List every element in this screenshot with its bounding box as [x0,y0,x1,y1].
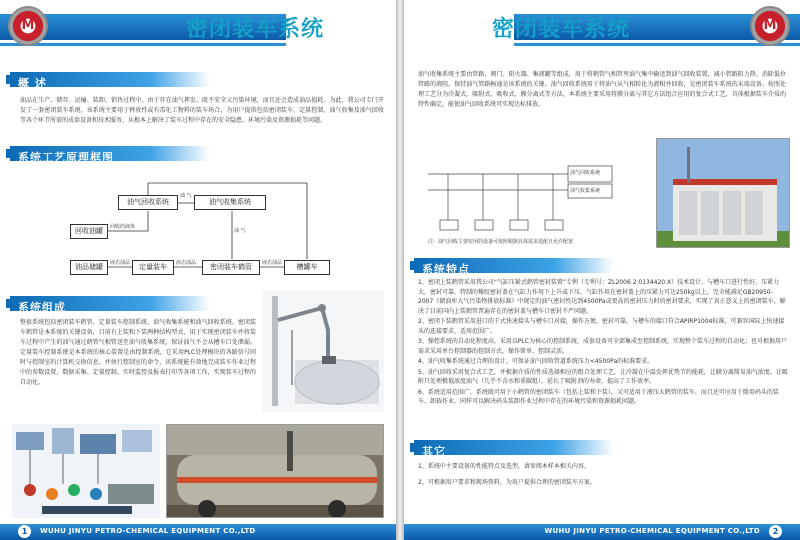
header-title: 密闭装车系统 [492,17,631,42]
header-title: 密闭装车系统 [186,17,325,42]
label-gas-1: 油 气 [180,193,192,199]
composition-text: 整套系统包括密闭装车鹤管、定量装车控制系统、油气收集系统和油气回收系统。密闭装车鹤管是本系统的关键设备，目前有上装和下装两种结构型式，用于实现密闭装车并将装车过程中产生的油气通过鹤管气相管送至油气收集系统，保证油气不会从槽车口处泄漏。定量装车控制系统是本系统的核心装置是由控制系统，它采用PLC处理模块的各路信号同时与控制室的计算机交换信息，并执行控制室的命令，该系统能有效地完成装车作业过程中的参数设置、数据采集、定量控制、实时监控及报表打印等各项工作，实现装车过程的自动化。 [20,319,256,386]
other-list [418,462,788,488]
schematic-lines [418,160,650,250]
box-tanker: 槽罐车 [284,260,330,275]
feature-item: 2、密闭下装鹤管采用进口的干式快速接头与槽车口对接，操作方便，密封可靠。与槽车的接口符合APIRP1004标准，可兼容国际上快速接头的连接要求，适用范围广。 [418,318,785,335]
overview-text: 油品在生产、储存、运输、装卸、销售过程中，由于存在油气挥发，既不安全又污染环境，而且还会造成油品损耗。为此，我公司专门开发了一套密闭装车系统。该系统主要用于释放性或有毒化工物料的装车场合，为用户提供包括密闭装车、定量控制、油气收集及油气回收等各个环节所需的成套设备和技术服务，从根本上解决了装车过程中存在的安全隐患、环境污染及资源损耗等问题。 [20,97,384,124]
section-features-title: 系统特点 [422,263,470,276]
page-number-right: 2 [769,525,782,538]
label-liquid-oil-1: 液态油品 [110,260,131,266]
section-other-title: 其它 [422,445,446,458]
feature-item: 1、密闭上装鹤管采用我公司“气缸压紧式鹤管密封装置”专利（专利号：ZL2006 2 0134420.X）技术设计，与槽车口进行性好，压紧力大，密封可靠。特制的橡胶密封盖在气缸力作用下上升或下压，气缸作用在密封盖上的压紧力可达250kg以上，完全能满足GB20950-2007《储油库大气污染物排放标准》中规定的油气密封性达到4500Pa或更高的密封压力时的密封要求，实现了真正意义上的密闭装车。解决了目前国内上装鹤管普遍存在的密封盖与槽车口密封不严问题。 [418,279,786,315]
feature-item: 6、系统适用范围广，系统既可用于小鹤管的密闭装车（包括上装和下装），又可适用于液压大鹤管的装车，而且还可应用于船用码头的装车、卸载作业，同样可以解决码头装卸作业过程中存在的环境污染和资源损耗问题。 [418,388,779,405]
sketch-note: 注：油气回收主要密闭的设备可按照根据具体需求选配且允许配置 [428,239,574,245]
box-oil-recovery: 油气回收系统 [118,195,178,210]
sketch-label-top: 油气回收系统 [570,170,601,176]
loading-arm-illustration [262,290,384,412]
other-item: 1、系统中主要设备的性能特点及选型，请参阅本样本相关内容。 [418,463,590,470]
section-other [414,440,614,458]
footer-company-left: WUHU JINYU PETRO-CHEMICAL EQUIPMENT CO.,LTD [40,527,256,535]
label-recovered-liquid: 回收的液体 [110,224,136,230]
company-logo-icon [8,6,48,46]
other-item: 2、可根据用户要求和现场资料，为用户提供合理的密闭装车方案。 [418,478,596,486]
section-composition-title: 系统组成 [18,301,66,314]
process-diagram [62,163,342,285]
label-liquid-oil-3: 液态油品 [262,260,283,266]
recovery-unit-photo [656,138,790,248]
system-layout-drawing [12,424,160,518]
tanker-loading-photo [166,424,384,518]
box-oil-collect: 油气收集系统 [194,195,266,210]
company-logo-icon [750,6,790,46]
schematic-sketch [418,160,650,250]
section-overview [10,72,210,90]
recovery-unit-drawing [657,139,790,248]
feature-item: 4、油气收集系统通过合理的设计，可保证油气回收管道系统压力<4500Pa的标准要求。 [418,358,654,365]
right-page [404,0,800,540]
label-liquid-oil-2: 液态油品 [176,260,197,266]
loading-arm-drawing [262,290,384,412]
feature-item: 3、操控系统的自动化程度高，采用以PLC为核心的控制系统，成套设备可全部集成至控制系统，实现整个装车过程的自动化；也可根据用户需求采用单台控制器的控制方式，操作简单，控制灵活。 [418,338,787,355]
feature-item: 5、油气回收采用复合式工艺，并根据介质的性质选择相应的组合处理工艺，让冷凝在中温发挥优势节约能耗，让膜分离简易油气浓度。让吸附只处理极低浓度油气（几乎不含水和重碳组），延长了吸附剂的寿命，提高了工作效率。 [418,368,788,385]
left-header [0,0,396,62]
features-list [418,278,788,408]
section-composition [10,296,210,314]
box-loading-arm: 密闭装车鹤管 [202,260,260,275]
left-footer [0,524,396,540]
tanker-photo-drawing [167,425,384,518]
left-page [0,0,396,540]
section-features [414,258,614,276]
box-recovered-oil-tank: 回收油罐 [70,224,108,239]
footer-company-right: WUHU JINYU PETRO-CHEMICAL EQUIPMENT CO.,LTD [544,527,760,535]
section-process-title: 系统工艺原理框图 [18,151,114,164]
page-gutter [396,0,404,540]
right-header [404,0,800,62]
system-layout-illustration [12,424,160,518]
page-number-left: 1 [18,525,31,538]
right-footer [404,524,800,540]
sketch-label-mid: 油气收集系统 [570,188,601,194]
box-storage-tank: 油品储罐 [70,260,108,275]
intro-text: 油气收集系统主要由管路、阀门、阻火器、集液罐等组成，用于将鹤管气相管里油气集中输送到油气回收装置，减小管路阻力降，消除低位管路的液阻，保持油气管路畅通是该系统的关键。油气回收系统用于将油气从气相转化为液相并回收，是密闭装车系统的末端设备。按照处理工艺分为冷凝式、吸附式、吸收式、膜分离式等方法，本系统主要采用将膜分离与其它方法组合应用的复合式工艺，具体根据装车介质的特性确定。能使油气回收系统可实现达标排放。 [418,71,786,108]
label-gas-2: 油 气 [234,228,246,234]
section-overview-title: 概 述 [18,77,47,90]
section-process [10,146,210,164]
box-metering: 定量装车 [132,260,174,275]
